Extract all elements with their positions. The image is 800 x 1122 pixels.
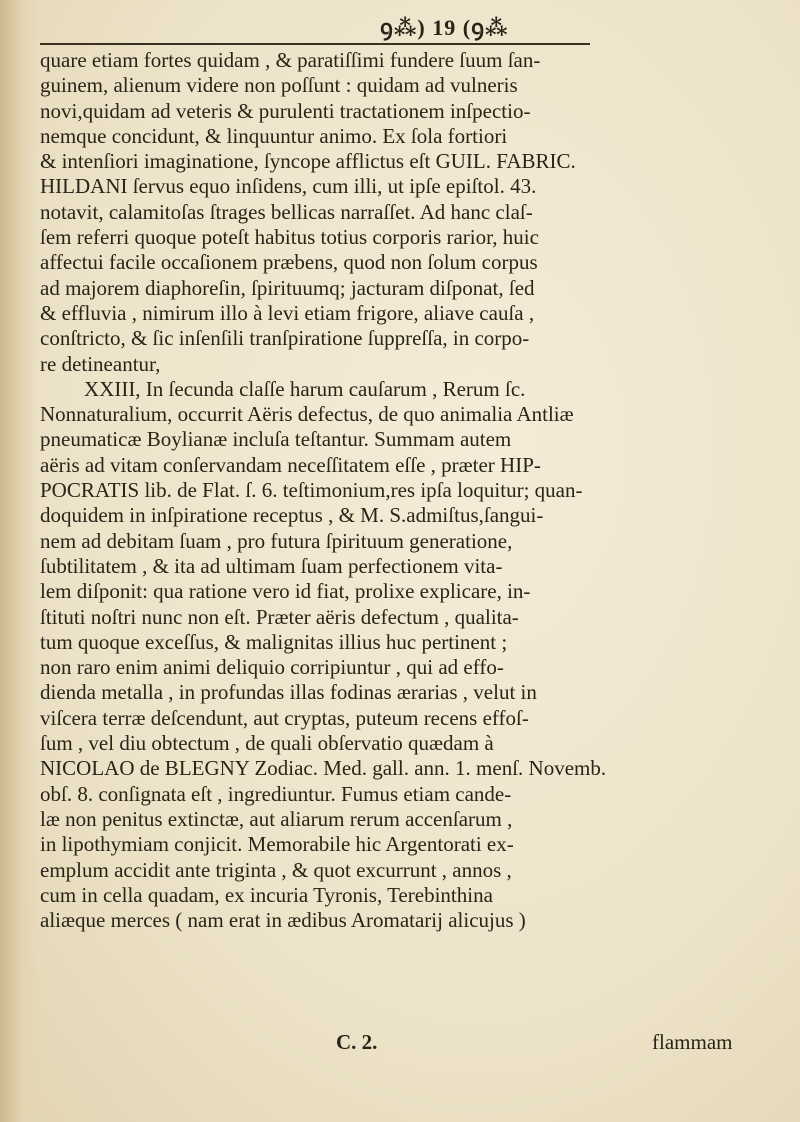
text-line: ſubtilitatem , & ita ad ultimam ſuam perfectionem vita- bbox=[40, 553, 503, 578]
text-line: & intenſiori imaginatione, ſyncope afflictus eſt GUIL. FABRIC. bbox=[40, 149, 576, 174]
text-line: NICOLAO de BLEGNY Zodiac. Med. gall. ann. 1. menſ. Novemb. bbox=[40, 756, 607, 781]
text-line: conſtricto, & ſic inſenſili tranſpiratione ſuppreſſa, in corpo- bbox=[40, 326, 530, 351]
header-rule bbox=[40, 43, 590, 45]
text-line: dienda metalla , in profundas illas fodinas ærarias , velut in bbox=[40, 680, 537, 705]
text-line: re detineantur, bbox=[40, 351, 161, 376]
text-line: HILDANI ſervus equo inſidens, cum illi, ut ipſe epiſtol. 43. bbox=[40, 174, 537, 199]
text-line: POCRATIS lib. de Flat. ſ. 6. teſtimonium,res ipſa loquitur; quan- bbox=[40, 478, 583, 503]
running-head-page-number: ꝯ⁂) 19 (ꝯ⁂ bbox=[380, 15, 509, 40]
text-line: guinem, alienum videre non poſſunt : quidam ad vulneris bbox=[40, 73, 518, 98]
text-line: novi,quidam ad veteris & purulenti tractationem inſpectio- bbox=[40, 98, 531, 123]
text-line: lem diſponit: qua ratione vero id fiat, prolixe explicare, in- bbox=[40, 579, 531, 604]
text-line: doquidem in inſpiratione receptus , & M. S.admiſtus,ſangui- bbox=[40, 503, 544, 528]
text-line: affectui facile occaſionem præbens, quod non ſolum corpus bbox=[40, 250, 538, 275]
page-edge-shadow bbox=[0, 0, 38, 1122]
catchword: flammam bbox=[652, 1030, 733, 1054]
text-line: ſtituti noſtri nunc non eſt. Præter aëris defectum , qualita- bbox=[40, 604, 519, 629]
text-line: nem ad debitam ſuam , pro futura ſpirituum generatione, bbox=[40, 528, 513, 553]
text-line: Nonnaturalium, occurrit Aëris defectus, de quo animalia Antliæ bbox=[40, 402, 574, 427]
text-line: in lipothymiam conjicit. Memorabile hic Argentorati ex- bbox=[40, 832, 514, 857]
text-line: viſcera terræ deſcendunt, aut cryptas, puteum recens effoſ- bbox=[40, 705, 529, 730]
text-line: pneumaticæ Boylianæ incluſa teſtantur. Summam autem bbox=[40, 427, 512, 452]
text-line: aliæque merces ( nam erat in ædibus Aromatarij alicujus ) bbox=[40, 908, 526, 933]
text-line: & effluvia , nimirum illo à levi etiam frigore, aliave cauſa , bbox=[40, 300, 535, 325]
signature-mark: C. 2. bbox=[336, 1030, 378, 1054]
section-heading-line: XXIII, In ſecunda claſſe harum cauſarum , Rerum ſc. bbox=[84, 376, 526, 401]
text-line: emplum accidit ante triginta , & quot excurrunt , annos , bbox=[40, 857, 512, 882]
text-line: notavit, calamitoſas ſtrages bellicas narraſſet. Ad hanc claſ- bbox=[40, 199, 533, 224]
text-line: ad majorem diaphoreſin, ſpirituumq; jacturam diſponat, ſed bbox=[40, 275, 535, 300]
text-line: ſum , vel diu obtectum , de quali obſervatio quædam à bbox=[40, 731, 494, 756]
text-line: læ non penitus extinctæ, aut aliarum rerum accenſarum , bbox=[40, 806, 513, 831]
text-line: ſem referri quoque poteſt habitus totius corporis rarior, huic bbox=[40, 225, 539, 250]
body-text bbox=[40, 48, 780, 933]
text-line: tum quoque exceſſus, & malignitas illius huc pertinent ; bbox=[40, 629, 508, 654]
text-line: aëris ad vitam conſervandam neceſſitatem eſſe , præter HIP- bbox=[40, 452, 541, 477]
text-line: non raro enim animi deliquio corripiuntur , qui ad effo- bbox=[40, 655, 504, 680]
text-line: obſ. 8. conſignata eſt , ingrediuntur. Fumus etiam cande- bbox=[40, 781, 512, 806]
page-footer bbox=[40, 1030, 780, 1056]
text-line: quare etiam fortes quidam , & paratiſſimi fundere ſuum ſan- bbox=[40, 48, 541, 72]
text-line: nemque concidunt, & linquuntur animo. Ex ſola fortiori bbox=[40, 123, 508, 148]
text-line: cum in cella quadam, ex incuria Tyronis, Terebinthina bbox=[40, 882, 493, 907]
